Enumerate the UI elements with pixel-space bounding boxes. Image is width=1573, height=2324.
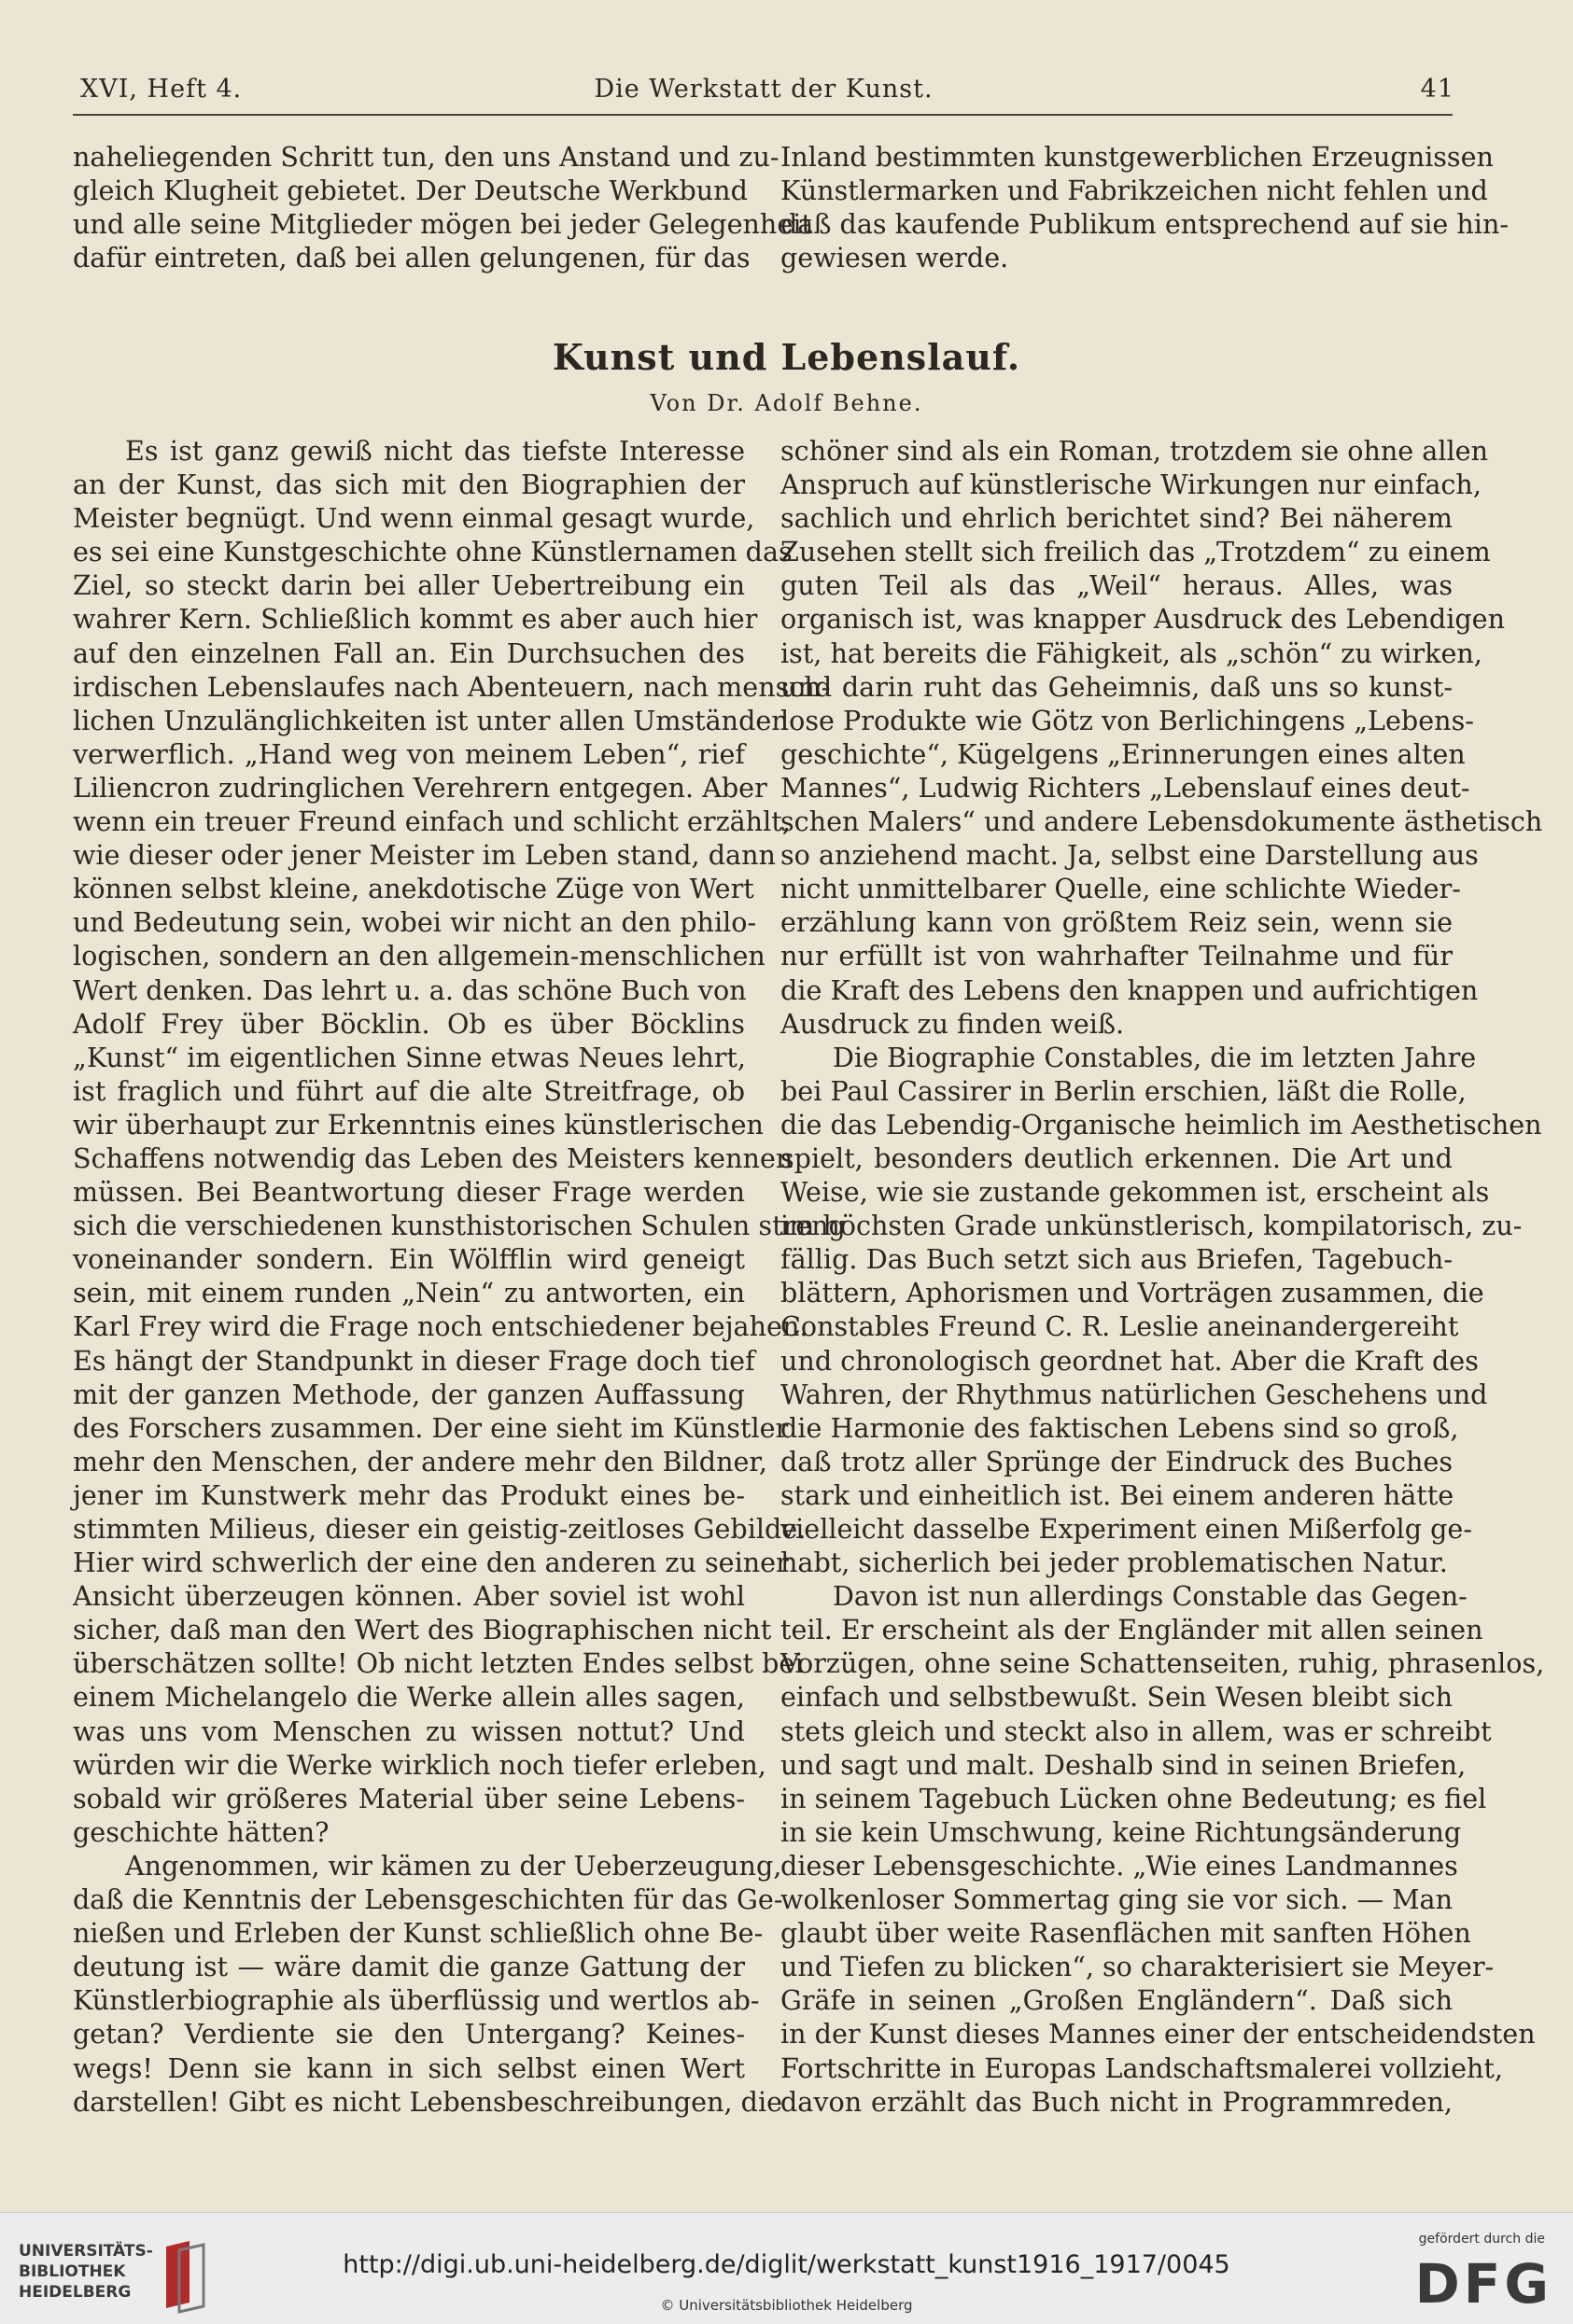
text-line: und Bedeutung sein, wobei wir nicht an den philo-: [73, 906, 757, 939]
text-line: wolkenloser Sommertag ging sie vor sich. — Man: [780, 1883, 1453, 1916]
text-line: Anspruch auf künstlerische Wirkungen nur einfach,: [780, 469, 1482, 501]
text-line: geschichte hätten?: [73, 1815, 330, 1848]
text-line: nicht unmittelbarer Quelle, eine schlichte Wieder-: [780, 873, 1461, 905]
text-line: nur erfüllt ist von wahrhafter Teilnahme und für: [780, 940, 1453, 973]
article-column-right: [780, 434, 1545, 2119]
text-line: Zusehen stellt sich freilich das „Trotzdem“ zu einem: [780, 536, 1491, 568]
text-line: Vorzügen, ohne seine Schattenseiten, ruhig, phrasenlos,: [780, 1647, 1545, 1680]
text-line: gleich Klugheit gebietet. Der Deutsche Werkbund: [73, 175, 748, 207]
article-column-left: [73, 434, 846, 2119]
text-line: nießen und Erleben der Kunst schließlich ohne Be-: [73, 1917, 764, 1950]
text-line: was uns vom Menschen zu wissen nottut? Und: [73, 1715, 745, 1747]
text-line: auf den einzelnen Fall an. Ein Durchsuchen des: [73, 637, 745, 669]
text-line: können selbst kleine, anekdotische Züge von Wert: [73, 873, 754, 905]
text-line: wie dieser oder jener Meister im Leben stand, dann: [73, 839, 776, 872]
text-line: einfach und selbstbewußt. Sein Wesen bleibt sich: [780, 1681, 1453, 1714]
text-line: mit der ganzen Methode, der ganzen Auffassung: [73, 1378, 745, 1410]
text-line: ist, hat bereits die Fähigkeit, als „schön“ zu wirken,: [780, 637, 1482, 669]
text-line: die Harmonie des faktischen Lebens sind so groß,: [780, 1411, 1459, 1444]
text-line: davon erzählt das Buch nicht in Programmreden,: [780, 2085, 1453, 2118]
text-line: es sei eine Kunstgeschichte ohne Künstlernamen das: [73, 536, 793, 568]
text-line: blättern, Aphorismen und Vorträgen zusammen, die: [780, 1277, 1484, 1309]
text-line: einem Michelangelo die Werke allein alles sagen,: [73, 1681, 745, 1714]
page-number: 41: [1420, 75, 1454, 104]
text-line: lose Produkte wie Götz von Berlichingens „Lebens-: [780, 704, 1474, 736]
text-line: Es ist ganz gewiß nicht das tiefste Interesse: [125, 435, 745, 467]
text-line: getan? Verdiente sie den Untergang? Keines-: [73, 2018, 745, 2051]
text-line: und sagt und malt. Deshalb sind in seinen Briefen,: [780, 1748, 1467, 1781]
text-line: geschichte“, Kügelgens „Erinnerungen eines alten: [780, 737, 1466, 770]
text-line: stets gleich und steckt also in allem, was er schreibt: [780, 1715, 1492, 1747]
text-line: sicher, daß man den Wert des Biographischen nicht: [73, 1614, 772, 1646]
text-line: Wert denken. Das lehrt u. a. das schöne Buch von: [73, 973, 747, 1006]
permalink-url[interactable]: http://digi.ub.uni-heidelberg.de/diglit/werkstatt_kunst1916_1917/0045: [343, 2250, 1230, 2279]
text-line: guten Teil als das „Weil“ heraus. Alles, was: [780, 569, 1453, 602]
text-line: Adolf Frey über Böcklin. Ob es über Böcklins: [73, 1007, 745, 1040]
text-line: „Kunst“ im eigentlichen Sinne etwas Neues lehrt,: [73, 1041, 746, 1073]
intro-column-right: [780, 140, 1510, 274]
text-line: die Kraft des Lebens den knappen und aufrichtigen: [780, 973, 1479, 1006]
text-line: überschätzen sollte! Ob nicht letzten Endes selbst bei: [73, 1647, 804, 1680]
article-title: Kunst und Lebenslauf.: [552, 336, 1021, 378]
text-line: Ausdruck zu finden weiß.: [780, 1007, 1125, 1040]
text-line: Mannes“, Ludwig Richters „Lebenslauf eines deut-: [780, 771, 1470, 804]
text-line: Meister begnügt. Und wenn einmal gesagt wurde,: [73, 502, 755, 535]
text-line: wegs! Denn sie kann in sich selbst einen Wert: [73, 2051, 745, 2084]
text-line: darstellen! Gibt es nicht Lebensbeschreibungen, die: [73, 2085, 783, 2118]
text-line: in der Kunst dieses Mannes einer der entscheidendsten: [780, 2018, 1536, 2051]
text-line: logischen, sondern an den allgemein-menschlichen: [73, 940, 765, 973]
funding-note: gefördert durch die: [1418, 2232, 1545, 2247]
text-line: Ziel, so steckt darin bei aller Uebertreibung ein: [73, 569, 745, 602]
text-line: Davon ist nun allerdings Constable das Gegen-: [833, 1580, 1468, 1613]
text-line: schen Malers“ und andere Lebensdokumente ästhetisch: [780, 805, 1543, 838]
text-line: wahrer Kern. Schließlich kommt es aber auch hier: [73, 603, 758, 636]
dfg-logo: DFG: [1414, 2252, 1552, 2316]
text-line: daß die Kenntnis der Lebensgeschichten für das Ge-: [73, 1883, 783, 1916]
text-line: dieser Lebensgeschichte. „Wie eines Landmannes: [780, 1849, 1458, 1882]
text-line: Karl Frey wird die Frage noch entschiedener bejahen.: [73, 1310, 808, 1343]
text-line: stimmten Milieus, dieser ein geistig-zeitloses Gebilde.: [73, 1513, 807, 1545]
text-line: Inland bestimmten kunstgewerblichen Erzeugnissen: [780, 141, 1494, 173]
text-line: des Forschers zusammen. Der eine sieht im Künstler: [73, 1411, 789, 1444]
header-rule: [73, 114, 1453, 116]
text-line: spielt, besonders deutlich erkennen. Die Art und: [780, 1141, 1453, 1174]
text-line: mehr den Menschen, der andere mehr den Bildner,: [73, 1445, 768, 1477]
text-line: schöner sind als ein Roman, trotzdem sie ohne allen: [780, 435, 1488, 467]
text-line: lichen Unzulänglichkeiten ist unter allen Umständen: [73, 704, 789, 736]
text-line: Es hängt der Standpunkt in dieser Frage doch tief: [73, 1344, 755, 1377]
text-line: sein, mit einem runden „Nein“ zu antworten, ein: [73, 1277, 745, 1309]
copyright-notice: © Universitätsbibliothek Heidelberg: [660, 2297, 913, 2314]
text-line: und chronologisch geordnet hat. Aber die Kraft des: [780, 1344, 1479, 1377]
text-line: in sie kein Umschwung, keine Richtungsänderung: [780, 1815, 1462, 1848]
text-line: Hier wird schwerlich der eine den anderen zu seiner: [73, 1547, 789, 1579]
text-line: Weise, wie sie zustande gekommen ist, erscheint als: [780, 1176, 1490, 1209]
running-header: [73, 65, 1454, 112]
text-line: Constables Freund C. R. Leslie aneinandergereiht: [780, 1310, 1459, 1343]
text-line: erzählung kann von größtem Reiz sein, wenn sie: [780, 906, 1453, 939]
text-line: verwerflich. „Hand weg von meinem Leben“, rief: [73, 737, 745, 770]
intro-column-left: [73, 140, 812, 274]
text-line: so anziehend macht. Ja, selbst eine Darstellung aus: [780, 839, 1479, 872]
text-line: Ansicht überzeugen können. Aber soviel ist wohl: [73, 1580, 745, 1613]
library-name-line: BIBLIOTHEK: [19, 2262, 126, 2281]
text-line: und Tiefen zu blicken“, so charakterisiert sie Meyer-: [780, 1951, 1495, 1983]
text-line: Wahren, der Rhythmus natürlichen Geschehens und: [780, 1378, 1488, 1410]
text-line: daß das kaufende Publikum entsprechend auf sie hin-: [780, 208, 1510, 241]
text-line: dafür eintreten, daß bei allen gelungenen, für das: [73, 242, 751, 274]
text-line: Liliencron zudringlichen Verehrern entgegen. Aber: [73, 771, 767, 804]
text-line: Fortschritte in Europas Landschaftsmalerei vollzieht,: [780, 2051, 1503, 2084]
text-line: Die Biographie Constables, die im letzten Jahre: [833, 1041, 1477, 1073]
article-byline: Von Dr. Adolf Behne.: [650, 390, 923, 416]
text-line: und darin ruht das Geheimnis, daß uns so kunst-: [780, 670, 1453, 703]
text-line: und alle seine Mitglieder mögen bei jeder Gelegenheit: [73, 208, 812, 241]
text-line: an der Kunst, das sich mit den Biographien der: [73, 469, 745, 501]
text-line: vielleicht dasselbe Experiment einen Mißerfolg ge-: [780, 1513, 1472, 1545]
text-line: stark und einheitlich ist. Bei einem anderen hätte: [780, 1478, 1454, 1511]
text-line: daß trotz aller Sprünge der Eindruck des Buches: [780, 1445, 1453, 1477]
journal-title: Die Werkstatt der Kunst.: [594, 75, 934, 104]
text-line: wenn ein treuer Freund einfach und schlicht erzählt,: [73, 805, 791, 838]
text-line: naheliegenden Schritt tun, den uns Anstand und zu-: [73, 141, 779, 173]
text-line: Künstlermarken und Fabrikzeichen nicht fehlen und: [780, 175, 1488, 207]
text-line: bei Paul Cassirer in Berlin erschien, läßt die Rolle,: [780, 1074, 1467, 1107]
library-name-line: UNIVERSITÄTS-: [19, 2242, 153, 2261]
text-line: im höchsten Grade unkünstlerisch, kompilatorisch, zu-: [780, 1210, 1523, 1242]
text-line: deutung ist — wäre damit die ganze Gattung der: [73, 1951, 745, 1983]
text-line: in seinem Tagebuch Lücken ohne Bedeutung; es fiel: [780, 1782, 1487, 1814]
text-line: irdischen Lebenslaufes nach Abenteuern, nach mensch-: [73, 670, 831, 703]
text-line: würden wir die Werke wirklich noch tiefer erleben,: [73, 1748, 766, 1781]
text-line: ist fraglich und führt auf die alte Streitfrage, ob: [73, 1074, 745, 1107]
text-line: organisch ist, was knapper Ausdruck des Lebendigen: [780, 603, 1506, 636]
text-line: teil. Er erscheint als der Engländer mit allen seinen: [780, 1614, 1483, 1646]
text-line: glaubt über weite Rasenflächen mit sanften Höhen: [780, 1917, 1471, 1950]
text-line: sich die verschiedenen kunsthistorischen Schulen streng: [73, 1210, 846, 1242]
text-line: habt, sicherlich bei jeder problematischen Natur.: [780, 1547, 1448, 1579]
text-line: jener im Kunstwerk mehr das Produkt eines be-: [73, 1478, 745, 1511]
digitization-footer: [0, 2212, 1573, 2324]
text-line: Künstlerbiographie als überflüssig und wertlos ab-: [73, 1984, 760, 2017]
text-line: sachlich und ehrlich berichtet sind? Bei näherem: [780, 502, 1453, 535]
text-line: Angenommen, wir kämen zu der Ueberzeugung,: [125, 1849, 782, 1882]
library-name-line: HEIDELBERG: [19, 2283, 132, 2302]
issue-label: XVI, Heft 4.: [80, 75, 243, 104]
text-line: die das Lebendig-Organische heimlich im Aesthetischen: [780, 1108, 1542, 1141]
text-line: sobald wir größeres Material über seine Lebens-: [73, 1782, 745, 1814]
text-line: voneinander sondern. Ein Wölfflin wird geneigt: [73, 1243, 745, 1276]
text-line: müssen. Bei Beantwortung dieser Frage werden: [73, 1176, 745, 1209]
text-line: fällig. Das Buch setzt sich aus Briefen, Tagebuch-: [780, 1243, 1453, 1276]
text-line: Schaffens notwendig das Leben des Meisters kennen: [73, 1141, 794, 1174]
text-line: Gräfe in seinen „Großen Engländern“. Daß sich: [780, 1984, 1453, 2017]
text-line: wir überhaupt zur Erkenntnis eines künstlerischen: [73, 1108, 764, 1141]
text-line: gewiesen werde.: [780, 242, 1009, 274]
